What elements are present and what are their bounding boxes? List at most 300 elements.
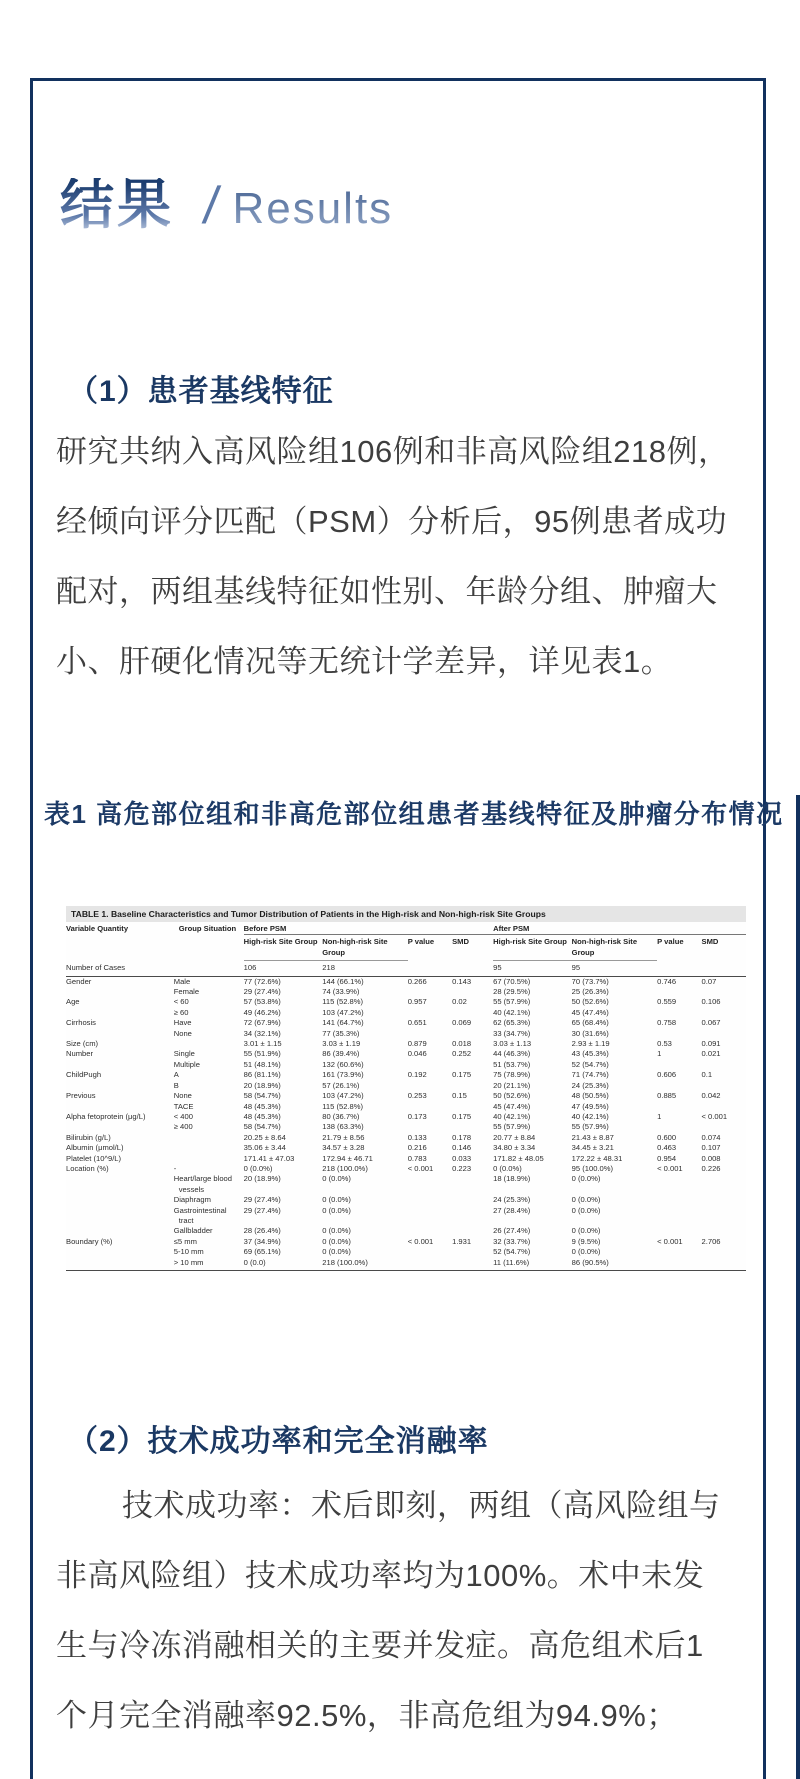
table-cell: ≥ 60: [173, 1007, 189, 1017]
table-row: [66, 1102, 746, 1112]
table-cell: 77 (72.6%): [243, 976, 281, 986]
table-cell: [452, 1247, 493, 1257]
table-cell: Female: [173, 987, 200, 997]
table-cell: [702, 1060, 746, 1070]
paragraph-line: 生与冷冻消融相关的主要并发症。高危组术后1: [56, 1628, 704, 1663]
table-cell: [408, 1008, 452, 1018]
table-cell: 33 (34.7%): [493, 1028, 531, 1038]
table-row: [66, 1226, 746, 1236]
table-cell: Gender: [66, 976, 92, 986]
table-cell: 0 (0.0%): [243, 1163, 273, 1173]
table-cell: < 60: [173, 997, 189, 1007]
table-cell: 45 (47.4%): [493, 1101, 531, 1111]
table-cell: [66, 1174, 179, 1195]
table-cell: Previous: [66, 1091, 96, 1101]
table-cell: 69 (65.1%): [243, 1247, 281, 1257]
table-cell: 171.82 ± 48.05: [493, 1153, 544, 1163]
table-cell: 77 (35.3%): [322, 1028, 360, 1038]
paragraph-line: 非高风险组）技术成功率均为100%。术中未发: [56, 1558, 705, 1593]
table-cell: 0.008: [701, 1153, 721, 1163]
table-cell: Single: [173, 1049, 195, 1059]
table-cell: [702, 1122, 746, 1132]
table-cell: 0.067: [701, 1018, 721, 1028]
table-cell: 0 (0.0%): [493, 1163, 522, 1173]
table-cell: 28 (29.5%): [493, 987, 531, 997]
table-cell: [657, 961, 701, 976]
table-row: [66, 1018, 746, 1028]
table-cell: 29 (27.4%): [243, 1195, 281, 1205]
table-cell: [66, 1060, 179, 1070]
table-row: [66, 1237, 746, 1247]
table-cell: [179, 1154, 244, 1164]
table-cell: [657, 1102, 701, 1112]
table-cell: 141 (64.7%): [322, 1018, 364, 1028]
table-cell: 103 (47.2%): [322, 1007, 364, 1017]
table-cell: 34.45 ± 3.21: [571, 1143, 614, 1153]
table-cell: [408, 1206, 452, 1227]
table-cell: 0.107: [701, 1143, 721, 1153]
table-row: [66, 1029, 746, 1039]
table-cell: Number of Cases: [66, 961, 179, 976]
table-cell: [408, 1060, 452, 1070]
table-cell: 0 (0.0%): [571, 1174, 601, 1184]
table-cell: [657, 1029, 701, 1039]
table-cell: 24 (25.3%): [493, 1195, 531, 1205]
table-cell: 20 (21.1%): [493, 1080, 531, 1090]
col-header-after-psm: After PSM: [493, 924, 746, 935]
table-cell: 55 (57.9%): [571, 1122, 609, 1132]
table-cell: 30 (31.6%): [571, 1028, 609, 1038]
table-cell: [452, 1102, 493, 1112]
table-cell: 28 (26.4%): [243, 1226, 281, 1236]
table-cell: Gallbladder: [173, 1226, 213, 1236]
table-cell: 52 (54.7%): [571, 1059, 609, 1069]
table-cell: 0.606: [657, 1070, 677, 1080]
table-cell: 0 (0.0%): [322, 1226, 351, 1236]
table-cell: [702, 1174, 746, 1195]
table-cell: [657, 1122, 701, 1132]
table-cell: 0 (0.0%): [322, 1236, 351, 1246]
table-cell: 0.021: [701, 1049, 721, 1059]
table-cell: None: [173, 1028, 192, 1038]
table-cell: [66, 1029, 179, 1039]
table-cell: 0 (0.0%): [322, 1205, 351, 1215]
table-cell: 21.43 ± 8.87: [571, 1132, 614, 1142]
table-row: [66, 1112, 746, 1122]
table-cell: [657, 1226, 701, 1236]
subheader-smd-after: SMD: [701, 937, 719, 947]
table-cell: 21.79 ± 8.56: [322, 1132, 365, 1142]
table-cell: [452, 1258, 493, 1271]
table-cell: 80 (36.7%): [322, 1111, 360, 1121]
table-cell: 0.223: [452, 1163, 472, 1173]
table-cell: Size (cm): [66, 1039, 99, 1049]
subheader-highrisk-after: High-risk Site Group: [493, 935, 572, 961]
table-cell: Heart/large blood vessels: [173, 1174, 233, 1194]
table-cell: 0.173: [407, 1111, 427, 1121]
table-cell: 0.143: [452, 976, 472, 986]
table-cell: 0.783: [407, 1153, 427, 1163]
table-cell: 1: [657, 1111, 662, 1121]
table-cell: B: [173, 1080, 179, 1090]
table-cell: 144 (66.1%): [322, 976, 364, 986]
title-divider: /: [199, 177, 223, 235]
table-cell: 43 (45.3%): [571, 1049, 609, 1059]
table-cell: > 10 mm: [179, 1258, 244, 1271]
subheader-pvalue-before: P value: [407, 937, 435, 947]
table-cell: 24 (25.3%): [571, 1080, 609, 1090]
table-cell: [66, 1226, 179, 1236]
subheader-highrisk-before: High-risk Site Group: [244, 935, 323, 961]
table-cell: 45 (47.4%): [571, 1007, 609, 1017]
table-cell: 0.253: [407, 1091, 427, 1101]
table-row: [66, 1008, 746, 1018]
table-cell: [408, 1226, 452, 1236]
table-cell: Location (%): [66, 1163, 109, 1173]
table-cell: 62 (65.3%): [493, 1018, 531, 1028]
table-cell: [657, 1258, 701, 1271]
table-cell: [452, 1081, 493, 1091]
table-cell: ≤5 mm: [173, 1236, 197, 1246]
table-cell: [702, 1081, 746, 1091]
table-cell: 0 (0.0): [244, 1258, 323, 1271]
table-cell: 20 (18.9%): [243, 1174, 281, 1184]
table-cell: 9 (9.5%): [571, 1236, 601, 1246]
table-cell: [657, 987, 701, 997]
table-cell: Cirrhosis: [66, 1018, 96, 1028]
table1-figure: [66, 906, 746, 1271]
table-cell: [66, 1122, 179, 1132]
table-cell: < 0.001: [657, 1236, 683, 1246]
table-cell: 2.93 ± 1.19: [571, 1039, 610, 1049]
table-cell: [452, 987, 493, 997]
paragraph-line: 经倾向评分匹配（PSM）分析后，95例患者成功: [56, 504, 728, 539]
table-cell: 95: [493, 961, 572, 976]
table-cell: [408, 1174, 452, 1195]
table-cell: 0.53: [657, 1039, 672, 1049]
table-cell: [702, 1258, 746, 1271]
table-cell: [408, 1081, 452, 1091]
table-cell: 0 (0.0%): [322, 1195, 351, 1205]
table-cell: ≥ 400: [173, 1122, 193, 1132]
table-cell: [66, 1195, 179, 1205]
table-cell: [702, 987, 746, 997]
table-cell: 0.178: [452, 1132, 472, 1142]
table-cell: 0.957: [407, 997, 427, 1007]
table-cell: 0.216: [407, 1143, 427, 1153]
table-row: [66, 997, 746, 1007]
table-body: [66, 961, 746, 1271]
table-cell: 37 (34.9%): [243, 1236, 281, 1246]
table-cell: 0.091: [701, 1039, 721, 1049]
table-cell: 18 (18.9%): [493, 1174, 531, 1184]
table-cell: 115 (52.8%): [322, 997, 364, 1007]
table-row: [66, 1060, 746, 1070]
table-cell: 44 (46.3%): [493, 1049, 531, 1059]
table-cell: 0.463: [657, 1143, 677, 1153]
table-cell: 0.226: [701, 1163, 721, 1173]
table-row: [66, 1258, 746, 1271]
table-cell: 0.600: [657, 1132, 677, 1142]
table-cell: 0 (0.0%): [571, 1247, 601, 1257]
table-cell: 103 (47.2%): [322, 1091, 364, 1101]
table-cell: 74 (33.9%): [322, 987, 360, 997]
table-cell: 138 (63.3%): [322, 1122, 364, 1132]
table-cell: [66, 987, 179, 997]
table-cell: [657, 1081, 701, 1091]
table-cell: [179, 1039, 244, 1049]
table-cell: 0.033: [452, 1153, 472, 1163]
table-row: [66, 1247, 746, 1257]
table-cell: 0 (0.0%): [571, 1226, 601, 1236]
table-cell: 20 (18.9%): [243, 1080, 281, 1090]
section1-heading: （1）患者基线特征: [68, 375, 334, 408]
table-cell: Age: [66, 997, 80, 1007]
table-cell: 40 (42.1%): [493, 1111, 531, 1121]
table-row: [66, 1039, 746, 1049]
table-cell: 57 (26.1%): [322, 1080, 360, 1090]
table-cell: [702, 1102, 746, 1112]
paragraph-line: 配对，两组基线特征如性别、年龄分组、肿瘤大: [56, 574, 718, 609]
table-cell: [179, 961, 244, 976]
paragraph-line: 研究共纳入高风险组106例和非高风险组218例，: [56, 434, 730, 469]
table-cell: 20.25 ± 8.64: [243, 1132, 286, 1142]
table-cell: 47 (49.5%): [571, 1101, 609, 1111]
table-cell: Boundary (%): [66, 1236, 113, 1246]
table-cell: 34.57 ± 3.28: [322, 1143, 365, 1153]
table-cell: 0.175: [452, 1111, 472, 1121]
table-cell: 0.266: [407, 976, 427, 986]
table-cell: 58 (54.7%): [243, 1122, 281, 1132]
table-cell: 5-10 mm: [173, 1247, 204, 1257]
table-cell: 55 (51.9%): [243, 1049, 281, 1059]
table-cell: [452, 961, 493, 976]
table-cell: [408, 961, 452, 976]
table-row: [66, 976, 746, 987]
subheader-smd-before: SMD: [452, 937, 469, 947]
table-cell: [408, 1247, 452, 1257]
table-cell: < 0.001: [701, 1111, 728, 1121]
table-row: [66, 1122, 746, 1132]
table-cell: Have: [173, 1018, 192, 1028]
table-cell: 171.41 ± 47.03: [243, 1153, 295, 1163]
table-cell: [657, 1247, 701, 1257]
table-cell: [408, 1258, 452, 1271]
table-cell: 106: [244, 961, 323, 976]
page-title: [60, 175, 394, 235]
table-cell: 0.07: [701, 976, 717, 986]
table-cell: 172.22 ± 48.31: [571, 1153, 623, 1163]
table-cell: 2.706: [701, 1236, 721, 1246]
table-row: [66, 961, 746, 976]
table-cell: 0.651: [407, 1018, 427, 1028]
table-cell: 0.559: [657, 997, 677, 1007]
table-cell: 50 (52.6%): [493, 1091, 531, 1101]
col-header-before-psm: Before PSM: [244, 924, 493, 935]
table-row: [66, 1164, 746, 1174]
table-cell: 32 (33.7%): [493, 1236, 531, 1246]
subheader-nonhighrisk-after: Non-high-risk Site Group: [572, 935, 657, 961]
table-cell: [66, 1247, 179, 1257]
table-row: [66, 1133, 746, 1143]
table-cell: 0.746: [657, 976, 677, 986]
section2-heading: （2）技术成功率和完全消融率: [68, 1425, 489, 1458]
table-cell: 0.758: [657, 1018, 677, 1028]
table-cell: Platelet (10^9/L): [66, 1153, 122, 1163]
table-cell: 115 (52.8%): [322, 1101, 364, 1111]
table-cell: < 0.001: [657, 1163, 683, 1173]
table-cell: [702, 1195, 746, 1205]
table-cell: 50 (52.6%): [571, 997, 609, 1007]
table-cell: Alpha fetoprotein (μg/L): [66, 1111, 146, 1121]
table-cell: Multiple: [173, 1059, 200, 1069]
table-cell: Male: [173, 976, 191, 986]
table-cell: 40 (42.1%): [571, 1111, 609, 1121]
table-cell: 3.01 ± 1.15: [243, 1039, 282, 1049]
table-cell: 26 (27.4%): [493, 1226, 531, 1236]
table-row: [66, 1081, 746, 1091]
table-cell: Albumin (μmol/L): [66, 1143, 124, 1153]
table-cell: [408, 1195, 452, 1205]
table-cell: [66, 1008, 179, 1018]
table-cell: 34.80 ± 3.34: [493, 1143, 536, 1153]
table-cell: 0.069: [452, 1018, 472, 1028]
page-title-en: Results: [232, 183, 394, 233]
table-cell: 0.192: [407, 1070, 427, 1080]
table-cell: 70 (73.7%): [571, 976, 609, 986]
table-cell: 218 (100.0%): [322, 1258, 407, 1271]
table-cell: 57 (53.8%): [243, 997, 281, 1007]
table-cell: 40 (42.1%): [493, 1007, 531, 1017]
table-cell: 49 (46.2%): [243, 1007, 281, 1017]
table-cell: -: [173, 1163, 177, 1173]
table-caption: 表1 高危部位组和非高危部位组患者基线特征及肿瘤分布情况: [44, 799, 784, 829]
table-row: [66, 1091, 746, 1101]
table-cell: [657, 1174, 701, 1195]
table-cell: [452, 1008, 493, 1018]
table1: [66, 924, 746, 1271]
table-cell: 34 (32.1%): [243, 1028, 281, 1038]
table-cell: 0.133: [407, 1132, 427, 1142]
table-cell: 0.954: [657, 1153, 677, 1163]
table-cell: 35.06 ± 3.44: [243, 1143, 286, 1153]
table-cell: 0.046: [407, 1049, 427, 1059]
table-cell: None: [173, 1091, 192, 1101]
table-cell: [452, 1206, 493, 1227]
table-cell: 58 (54.7%): [243, 1091, 281, 1101]
table-cell: 172.94 ± 46.71: [322, 1153, 373, 1163]
table-cell: 0.106: [701, 997, 721, 1007]
table-cell: 65 (68.4%): [571, 1018, 609, 1028]
table-cell: 0 (0.0%): [571, 1205, 601, 1215]
table-cell: 3.03 ± 1.19: [322, 1039, 361, 1049]
table-cell: [657, 1206, 701, 1227]
table-cell: [702, 961, 746, 976]
paragraph-line: 个月完全消融率92.5%，非高危组为94.9%；: [56, 1698, 678, 1733]
table-cell: 0.146: [452, 1143, 472, 1153]
table-cell: Diaphragm: [173, 1195, 211, 1205]
table-cell: < 0.001: [407, 1236, 434, 1246]
table-cell: Number: [66, 1049, 94, 1059]
col-header-variable: Variable Quantity: [66, 924, 129, 933]
table-cell: 0 (0.0%): [571, 1195, 601, 1205]
table-cell: 25 (26.3%): [571, 987, 609, 997]
table-cell: TACE: [173, 1101, 194, 1111]
table-cell: [452, 1174, 493, 1195]
table-cell: [702, 1226, 746, 1236]
table-header-row: [66, 924, 746, 935]
table-cell: 0.042: [701, 1091, 721, 1101]
table-cell: [408, 987, 452, 997]
table-cell: [179, 1133, 244, 1143]
table-cell: 52 (54.7%): [493, 1247, 531, 1257]
subheader-pvalue-after: P value: [657, 937, 684, 947]
table-row: [66, 1195, 746, 1205]
table-cell: 132 (60.6%): [322, 1059, 364, 1069]
subheader-nonhighrisk-before: Non-high-risk Site Group: [322, 935, 407, 961]
table-cell: 48 (45.3%): [243, 1101, 281, 1111]
table-cell: 86 (90.5%): [572, 1258, 657, 1271]
right-edge-strip: [796, 795, 800, 1779]
table-row: [66, 987, 746, 997]
table-cell: 51 (48.1%): [243, 1059, 281, 1069]
table-cell: 0.02: [452, 997, 467, 1007]
table-cell: [408, 1122, 452, 1132]
table-row: [66, 1174, 746, 1195]
table-cell: 0 (0.0%): [322, 1174, 351, 1184]
table-cell: [657, 1008, 701, 1018]
section1-paragraph: [56, 432, 756, 712]
table-row: [66, 1206, 746, 1227]
table-cell: 0.175: [452, 1070, 472, 1080]
table-cell: 218: [322, 961, 407, 976]
table-cell: 55 (57.9%): [493, 1122, 531, 1132]
table-cell: [408, 1102, 452, 1112]
paragraph-line: 小、肝硬化情况等无统计学差异，详见表1。: [56, 644, 673, 679]
section2-paragraph: [56, 1486, 756, 1766]
table-row: [66, 1154, 746, 1164]
table-cell: 3.03 ± 1.13: [493, 1039, 532, 1049]
table-cell: 51 (53.7%): [493, 1059, 531, 1069]
table-cell: [452, 1029, 493, 1039]
col-header-situation: Group Situation: [178, 924, 237, 933]
table-cell: 0 (0.0%): [322, 1247, 351, 1257]
table-row: [66, 1070, 746, 1080]
page-title-cn: 结果: [60, 175, 174, 235]
table-cell: 27 (28.4%): [493, 1205, 531, 1215]
table-cell: 1: [657, 1049, 662, 1059]
table-cell: A: [173, 1070, 179, 1080]
table-cell: 0.15: [452, 1091, 467, 1101]
table-cell: 0.1: [701, 1070, 713, 1080]
table-cell: [66, 1102, 179, 1112]
table-cell: 29 (27.4%): [243, 1205, 281, 1215]
table-cell: [702, 1008, 746, 1018]
table1-title: TABLE 1. Baseline Characteristics and Tumor Distribution of Patients in the High-risk and Non-high-risk Site Groups: [66, 906, 746, 922]
table-cell: 29 (27.4%): [243, 987, 281, 997]
table-cell: 0.018: [452, 1039, 472, 1049]
table-cell: 86 (39.4%): [322, 1049, 360, 1059]
table-cell: ChildPugh: [66, 1070, 102, 1080]
table-cell: 161 (73.9%): [322, 1070, 364, 1080]
table-cell: [452, 1122, 493, 1132]
table-cell: 95 (100.0%): [571, 1163, 614, 1173]
table-cell: Gastrointestinal tract: [173, 1205, 227, 1225]
table-cell: [702, 1029, 746, 1039]
table-cell: [702, 1247, 746, 1257]
table-cell: 71 (74.7%): [571, 1070, 609, 1080]
paragraph-line: 技术成功率：术后即刻，两组（高风险组与: [122, 1488, 721, 1523]
